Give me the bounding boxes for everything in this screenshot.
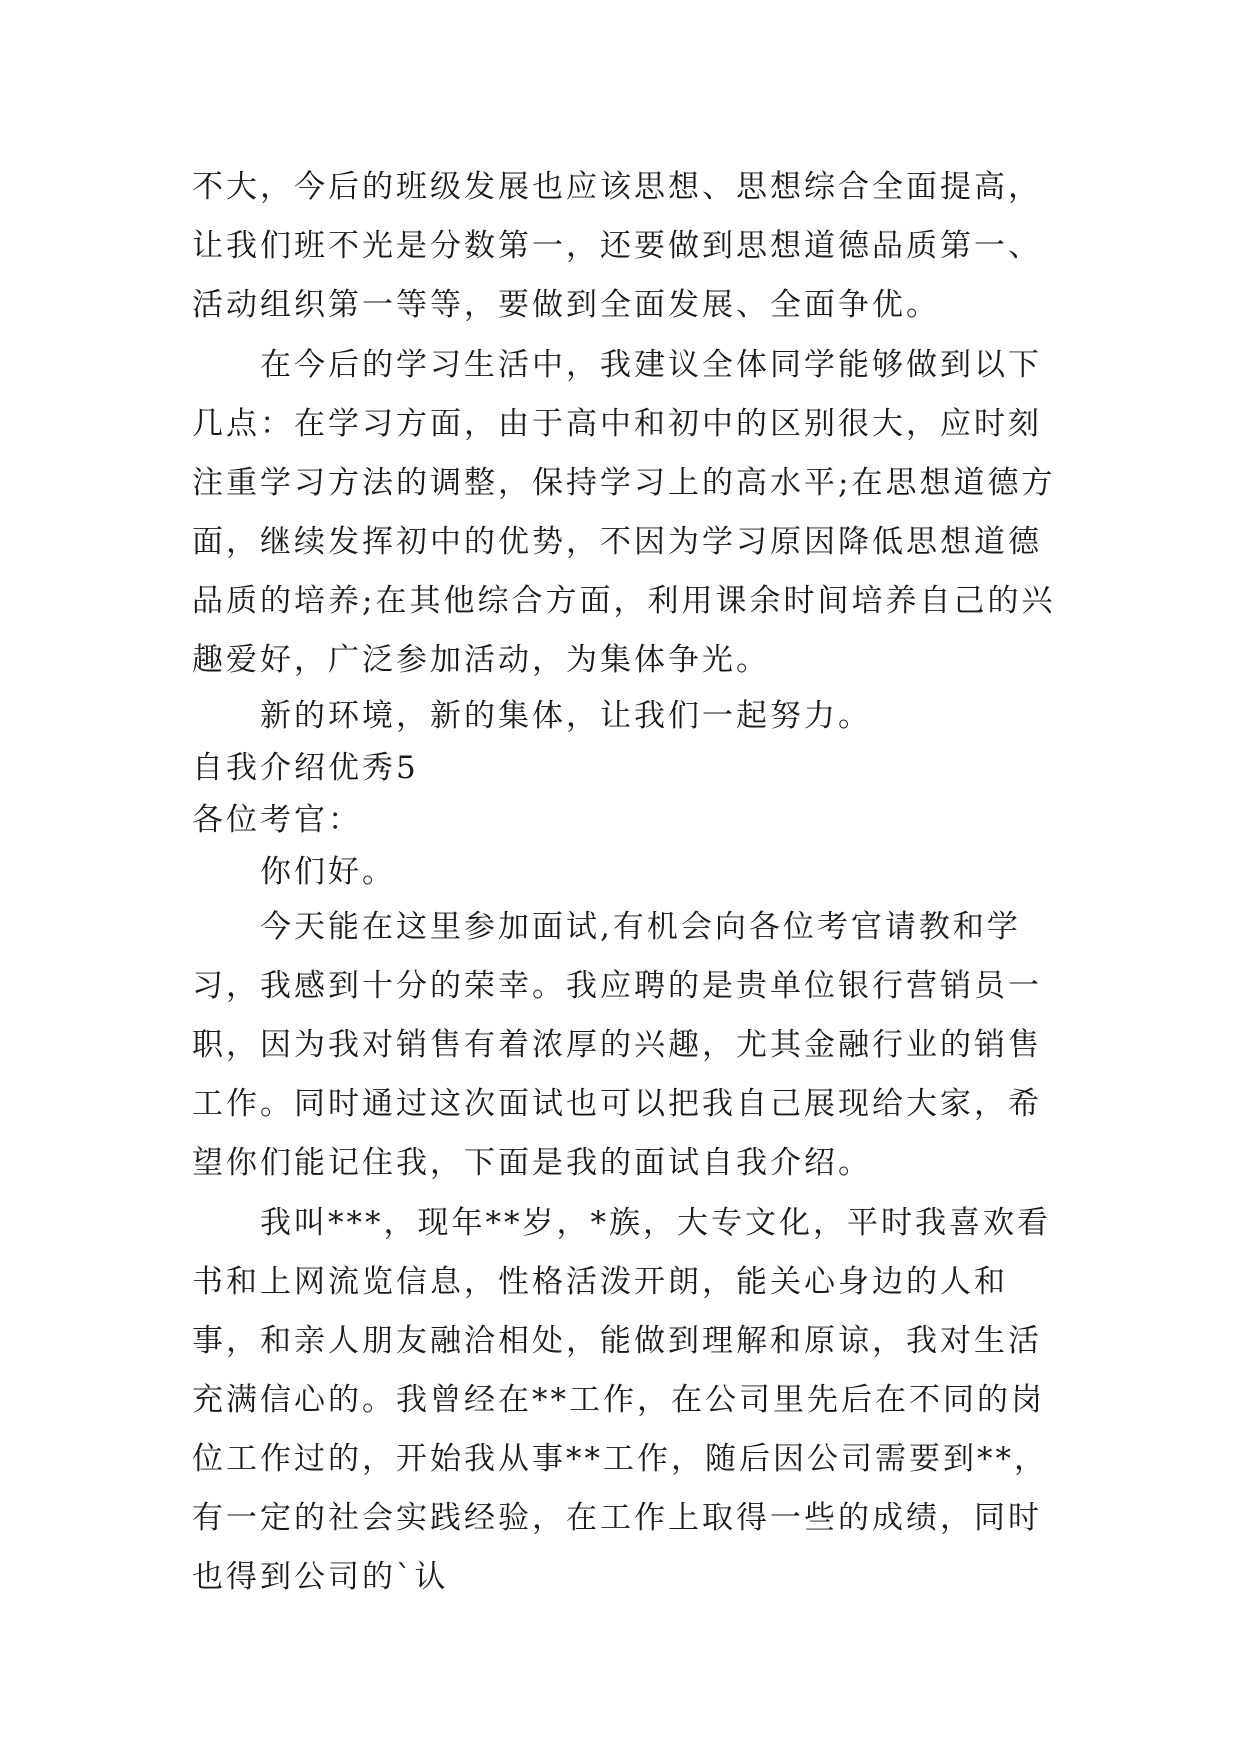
paragraph-continuation: 不大，今后的班级发展也应该思想、思想综合全面提高，让我们班不光是分数第一，还要做到思想道德品质第一、活动组织第一等等，要做到全面发展、全面争优。 xyxy=(192,169,1042,323)
paragraph-suggestions: 在今后的学习生活中，我建议全体同学能够做到以下几点：在学习方面，由于高中和初中的区别很大，应时刻注重学习方法的调整，保持学习上的高水平;在思想道德方面，继续发挥初中的优势，不因为学习原因降低思想道德品质的培养;在其他综合方面，利用课余时间培养自己的兴趣爱好，广泛参加活动，为集体争光。 xyxy=(192,347,1056,678)
section-title: 自我介绍优秀5 xyxy=(192,750,419,786)
salutation: 各位考官： xyxy=(192,802,362,838)
paragraph-closing: 新的环境，新的集体，让我们一起努力。 xyxy=(260,698,872,734)
document-page xyxy=(192,158,1062,1607)
greeting: 你们好。 xyxy=(260,854,396,890)
paragraph-introduction: 今天能在这里参加面试,有机会向各位考官请教和学习，我感到十分的荣幸。我应聘的是贵单位银行营销员一职，因为我对销售有着浓厚的兴趣，尤其金融行业的销售工作。同时通过这次面试也可以把我自己展现给大家，希望你们能记住我，下面是我的面试自我介绍。 xyxy=(192,909,1042,1181)
paragraph-self-description: 我叫***，现年**岁，*族，大专文化，平时我喜欢看书和上网流览信息，性格活泼开朗，能关心身边的人和事，和亲人朋友融洽相处，能做到理解和原谅，我对生活充满信心的。我曾经在**工作，在公司里先后在不同的岗位工作过的，开始我从事**工作，随后因公司需要到**，有一定的社会实践经验，在工作上取得一些的成绩，同时也得到公司的`认 xyxy=(192,1205,1051,1595)
